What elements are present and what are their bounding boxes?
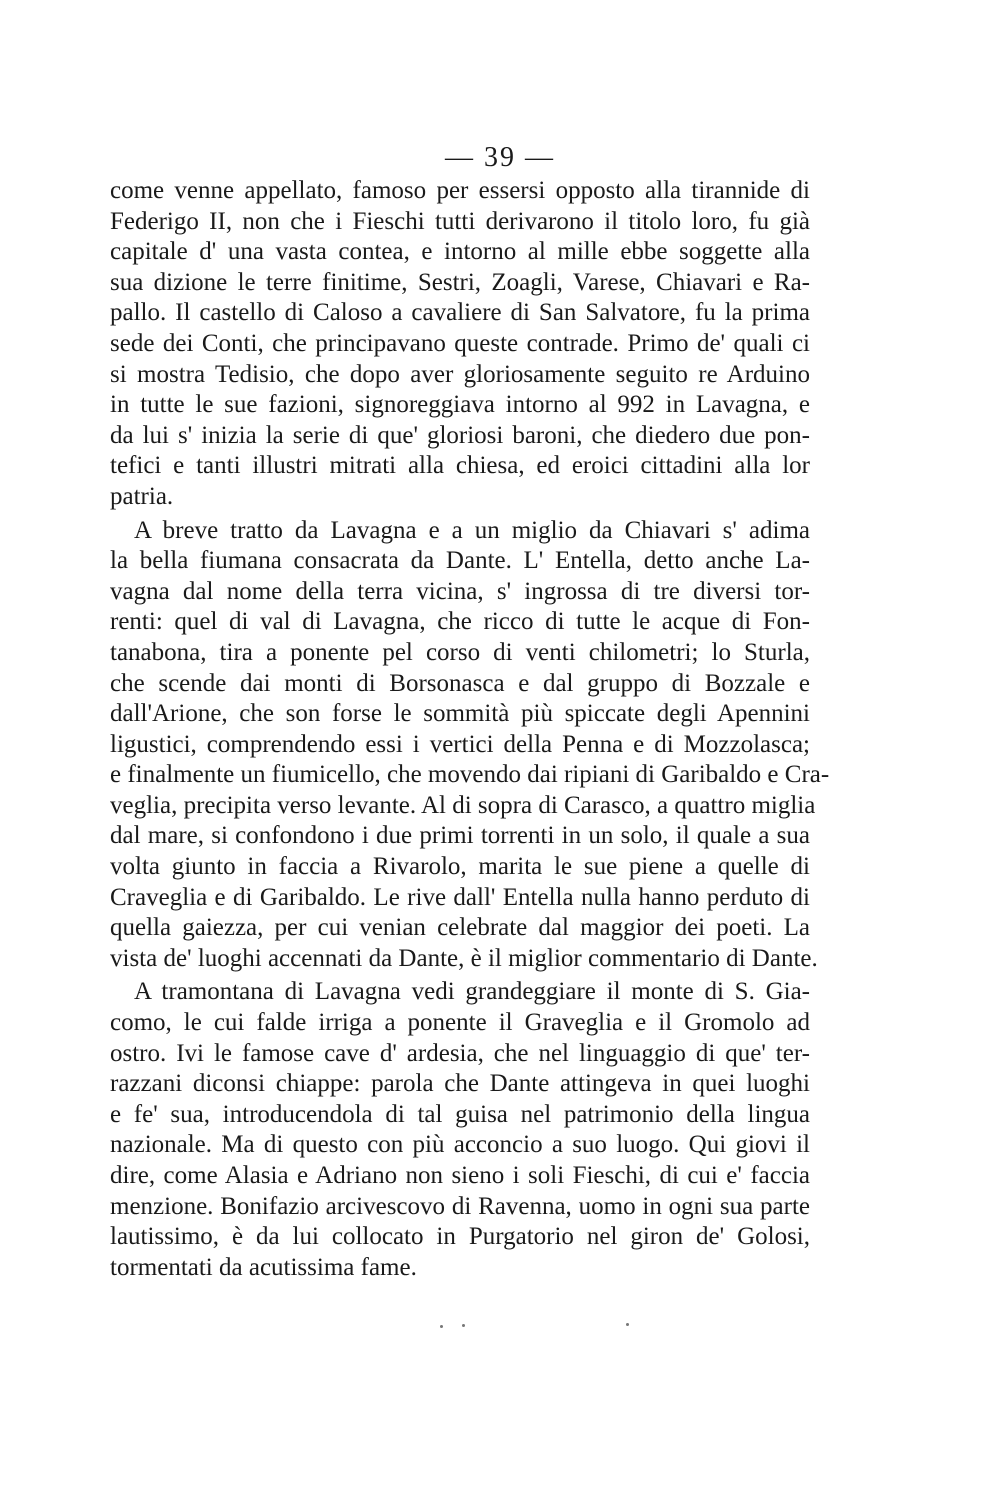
speck [440, 1325, 443, 1328]
text-line: lautissimo, è da lui collocato in Purgatorio nel giron de' Golosi, [110, 1223, 810, 1251]
text-line: vista de' luoghi accennati da Dante, è il miglior commentario di Dante. [110, 944, 818, 972]
text-line: la bella fiumana consacrata da Dante. L' Entella, detto anche La- [110, 547, 810, 575]
text-line: A breve tratto da Lavagna e a un miglio da Chiavari s' adima [134, 516, 810, 544]
text-line: menzione. Bonifazio arcivescovo di Ravenna, uomo in ogni sua parte [110, 1192, 810, 1220]
text-line: nazionale. Ma di questo con più acconcio a suo luogo. Qui giovi il [110, 1131, 810, 1159]
text-line: renti: quel di val di Lavagna, che ricco di tutte le acque di Fon- [110, 608, 810, 636]
body-text [110, 176, 830, 1283]
paragraph-1 [110, 176, 810, 513]
speck [462, 1324, 465, 1327]
paragraph-3 [110, 977, 810, 1283]
text-line: tefici e tanti illustri mitrati alla chiesa, ed eroici cittadini alla lor [110, 452, 810, 480]
text-line: sede dei Conti, che principavano queste contrade. Primo de' quali ci [110, 329, 810, 357]
print-specks [440, 1322, 640, 1330]
text-line: A tramontana di Lavagna vedi grandeggiare il monte di S. Gia- [134, 978, 810, 1006]
text-line: ligustici, comprendendo essi i vertici della Penna e di Mozzolasca; [110, 730, 810, 758]
text-line: veglia, precipita verso levante. Al di sopra di Carasco, a quattro miglia [110, 791, 816, 819]
text-line: volta giunto in faccia a Rivarolo, marita le sue piene a quelle di [110, 853, 810, 881]
text-line: razzani diconsi chiappe: parola che Dante attingeva in quei luoghi [110, 1070, 810, 1098]
text-line: dal mare, si confondono i due primi torrenti in un solo, il quale a sua [110, 822, 810, 850]
text-line: capitale d' una vasta contea, e intorno al mille ebbe soggette alla [110, 238, 810, 266]
text-line: quella gaiezza, per cui venian celebrate dal maggior dei poeti. La [110, 914, 810, 942]
text-line: pallo. Il castello di Caloso a cavaliere di San Salvatore, fu la prima [110, 299, 810, 327]
text-line: e fe' sua, introducendola di tal guisa nel patrimonio della lingua [110, 1100, 810, 1128]
paragraph-2 [110, 516, 830, 975]
text-line: in tutte le sue fazioni, signoreggiava intorno al 992 in Lavagna, e [110, 391, 810, 419]
text-line: tormentati da acutissima fame. [110, 1253, 417, 1281]
text-line: tanabona, tira a ponente pel corso di venti chilometri; lo Sturla, [110, 638, 810, 666]
page-number: — 39 — [445, 142, 555, 173]
text-line: come venne appellato, famoso per essersi opposto alla tirannide di [110, 177, 810, 204]
text-line: patria. [110, 482, 174, 510]
text-line: vagna dal nome della terra vicina, s' ingrossa di tre diversi tor- [110, 577, 810, 605]
speck [626, 1323, 629, 1326]
text-line: che scende dai monti di Borsonasca e dal gruppo di Bozzale e [110, 669, 810, 697]
text-line: sua dizione le terre finitime, Sestri, Zoagli, Varese, Chiavari e Ra- [110, 268, 810, 296]
text-line: dall'Arione, che son forse le sommità più spiccate degli Apennini [110, 700, 810, 728]
text-line: dire, come Alasia e Adriano non sieno i soli Fieschi, di cui e' faccia [110, 1162, 810, 1189]
text-line: si mostra Tedisio, che dopo aver gloriosamente seguito re Arduino [110, 360, 810, 388]
text-line: Craveglia e di Garibaldo. Le rive dall' Entella nulla hanno perduto di [110, 883, 810, 911]
text-line: e finalmente un fiumicello, che movendo dai ripiani di Garibaldo e Cra- [110, 761, 830, 789]
text-line: da lui s' inizia la serie di que' gloriosi baroni, che diedero due pon- [110, 421, 810, 449]
text-line: como, le cui falde irriga a ponente il Graveglia e il Gromolo ad [110, 1009, 810, 1037]
text-line: Federigo II, non che i Fieschi tutti derivarono il titolo loro, fu già [110, 207, 810, 235]
text-line: ostro. Ivi le famose cave d' ardesia, che nel linguaggio di que' ter- [110, 1039, 810, 1067]
